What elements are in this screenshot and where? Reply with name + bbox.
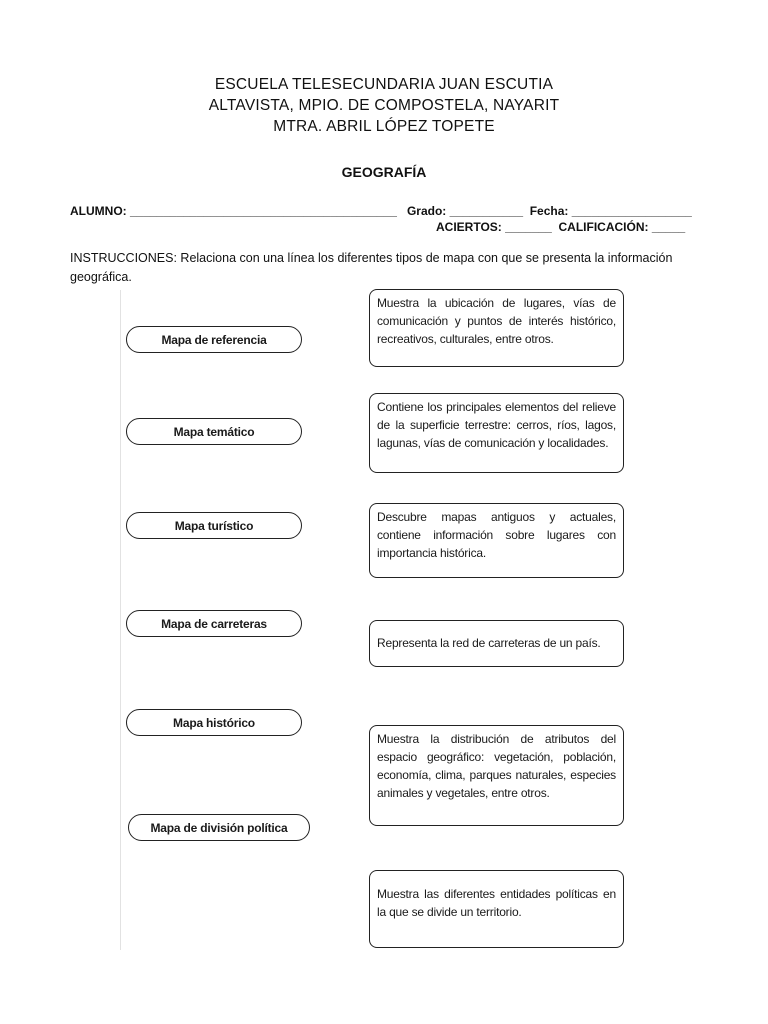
instructions-text: Relaciona con una línea los diferentes tipos de mapa con que se presenta la información geográfica. [70, 251, 673, 284]
map-type-tematico: Mapa temático [126, 418, 302, 445]
description-box-3: Descubre mapas antiguos y actuales, contiene información sobre lugares con importancia histórica. [369, 503, 624, 578]
map-type-carreteras: Mapa de carreteras [126, 610, 302, 637]
score-fields-row: ACIERTOS: _______ CALIFICACIÓN: _____ [436, 220, 686, 234]
instructions [70, 249, 710, 287]
school-header [0, 74, 768, 137]
description-box-5: Muestra la distribución de atributos del espacio geográfico: vegetación, población, economía, clima, parques naturales, especies animales y vegetales, entre otros. [369, 725, 624, 826]
student-fields-row: ALUMNO: ________________________________________ Grado: ___________ Fecha: __________________ [70, 204, 692, 218]
description-box-4: Representa la red de carreteras de un país. [369, 620, 624, 667]
school-location: ALTAVISTA, MPIO. DE COMPOSTELA, NAYARIT [208, 97, 560, 114]
map-type-division-politica: Mapa de división política [128, 814, 310, 841]
school-name: ESCUELA TELESECUNDARIA JUAN ESCUTIA [214, 76, 554, 93]
description-box-6: Muestra las diferentes entidades políticas en la que se divide un territorio. [369, 870, 624, 948]
map-type-historico: Mapa histórico [126, 709, 302, 736]
map-type-referencia: Mapa de referencia [126, 326, 302, 353]
description-box-2: Contiene los principales elementos del relieve de la superficie terrestre: cerros, ríos, lagos, lagunas, vías de comunicación y localidades. [369, 393, 624, 473]
scan-edge-line [120, 290, 121, 950]
teacher-name: MTRA. ABRIL LÓPEZ TOPETE [273, 118, 495, 135]
instructions-label: INSTRUCCIONES: [70, 251, 177, 265]
subject-title: GEOGRAFÍA [341, 164, 427, 180]
map-type-turistico: Mapa turístico [126, 512, 302, 539]
description-box-1: Muestra la ubicación de lugares, vías de comunicación y puntos de interés histórico, recreativos, culturales, entre otros. [369, 289, 624, 367]
